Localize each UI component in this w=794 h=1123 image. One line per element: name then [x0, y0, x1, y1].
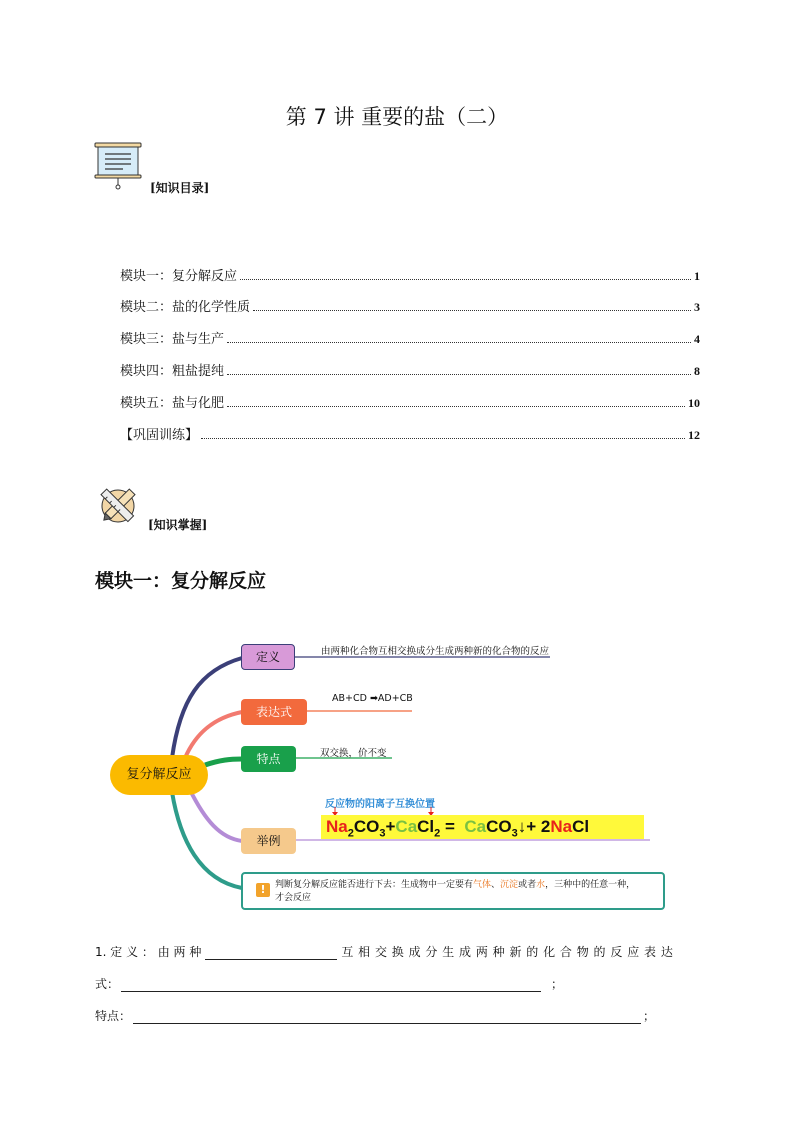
example-caption: 反应物的阳离子互换位置 [325, 799, 435, 810]
fill-feature: 特点： ； [95, 1009, 656, 1023]
toc-item[interactable]: 模块四：粗盐提纯 8 [120, 364, 700, 379]
mastery-label: [知识掌握] [148, 518, 208, 532]
expression-text: AB+CD ➡AD+CB [332, 693, 413, 704]
mindmap-center: 复分解反应 [110, 755, 208, 795]
feature-node: 特点 [241, 746, 296, 772]
fill-definition: 1. 定 义 ： 由 两 种 互 相 交 换 成 分 生 成 两 种 新 的 化 合 物 的 反 应 表 达 [95, 945, 674, 959]
toc-item[interactable]: 模块五：盐与化肥 10 [120, 396, 700, 411]
example-equation: $Na_2CO_3+CaCl_2$ = CaCO$_3$↓+ 2NaCl [321, 815, 644, 839]
blank-definition[interactable] [205, 959, 337, 960]
feature-text: 双交换，价不变 [320, 748, 387, 759]
example-node: 举例 [241, 828, 296, 854]
toc-item[interactable]: 模块一：复分解反应 1 [120, 269, 700, 284]
fill-expression: 式： ； [95, 977, 564, 991]
definition-node: 定义 [241, 644, 295, 670]
toc-item[interactable]: 模块三：盐与生产 4 [120, 332, 700, 347]
definition-text: 由两种化合物互相交换成分生成两种新的化合物的反应 [321, 646, 550, 657]
catalog-label: [知识目录] [150, 181, 210, 195]
toc-item[interactable]: 模块二：盐的化学性质 3 [120, 300, 700, 315]
page-title: 第 7 讲 重要的盐（二） [285, 105, 509, 129]
note-text: 判断复分解反应能否进行下去：生成物中一定要有气体、沉淀或者水，三种中的任意一种， 才会反应 [275, 880, 636, 903]
module-heading: 模块一：复分解反应 [95, 570, 267, 592]
expression-node: 表达式 [241, 699, 307, 725]
note-box [241, 872, 665, 910]
toc-item[interactable]: 【巩固训练】 12 [120, 428, 700, 443]
blank-expression[interactable] [121, 991, 541, 992]
warning-icon: ! [256, 883, 270, 897]
blank-feature[interactable] [133, 1023, 641, 1024]
